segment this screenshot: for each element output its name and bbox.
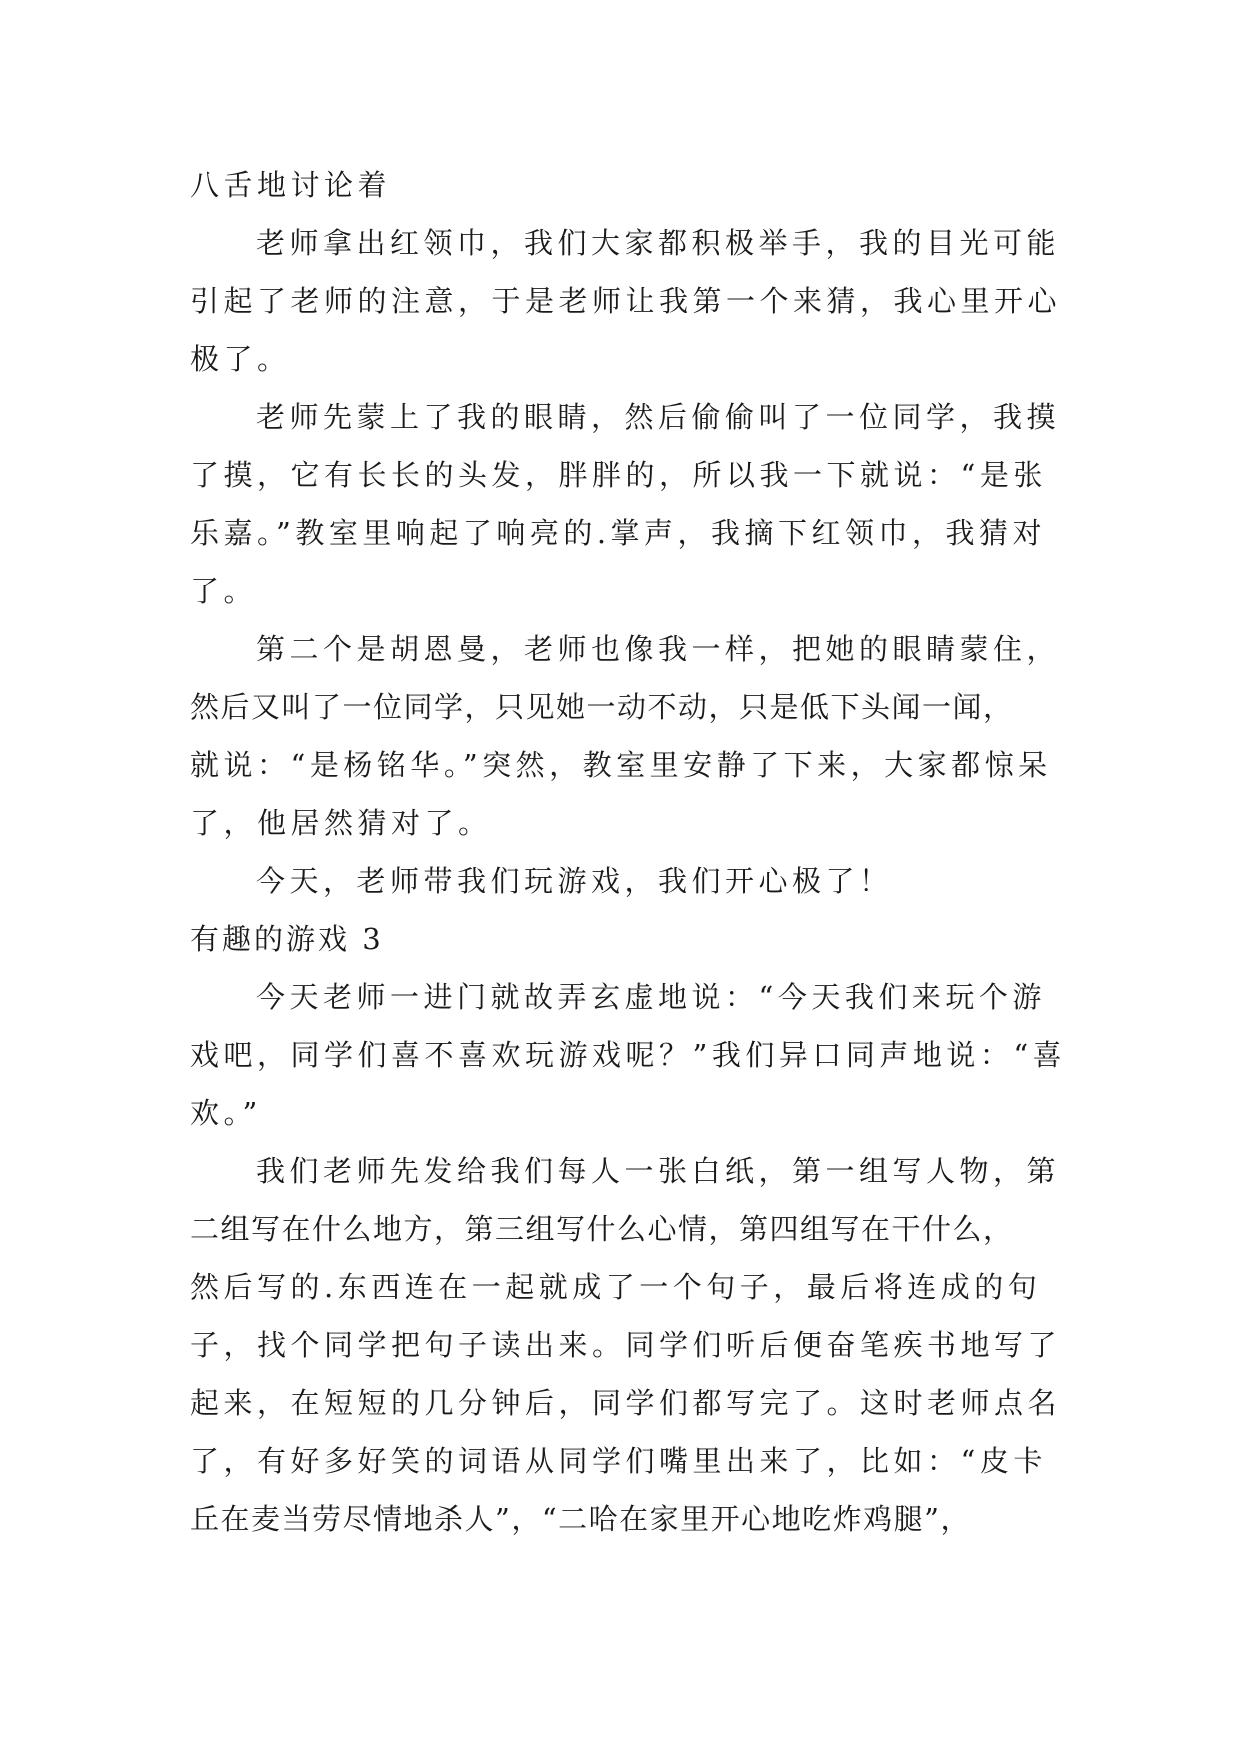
text-line: 了，他居然猜对了。 — [190, 806, 492, 840]
text-line: 欢。” — [190, 1096, 262, 1130]
text-line: 引起了老师的注意，于是老师让我第一个来猜，我心里开心 — [190, 284, 1062, 318]
text-line: 丘在麦当劳尽情地杀人”，“二哈在家里开心地吃炸鸡腿”， — [190, 1502, 971, 1536]
text-line: 今天老师一进门就故弄玄虚地说：“今天我们来玩个游 — [256, 980, 1046, 1014]
text-line: 然后又叫了一位同学，只见她一动不动，只是低下头闻一闻， — [190, 690, 1014, 724]
text-line: 乐嘉。”教室里响起了响亮的.掌声，我摘下红领巾，我猜对 — [190, 516, 1047, 550]
text-line: 然后写的.东西连在一起就成了一个句子，最后将连成的句 — [190, 1270, 1042, 1304]
text-line: 今天，老师带我们玩游戏，我们开心极了！ — [256, 864, 893, 898]
text-line: 了摸，它有长长的头发，胖胖的，所以我一下就说：“是张 — [190, 458, 1047, 492]
text-line: 极了。 — [190, 342, 291, 376]
text-line: 老师先蒙上了我的眼睛，然后偷偷叫了一位同学，我摸 — [256, 400, 1061, 434]
text-line: 我们老师先发给我们每人一张白纸，第一组写人物，第 — [256, 1154, 1061, 1188]
document-body — [190, 156, 1067, 1548]
text-line: 子，找个同学把句子读出来。同学们听后便奋笔疾书地写了 — [190, 1328, 1062, 1362]
text-line: 二组写在什么地方，第三组写什么心情，第四组写在干什么， — [190, 1212, 1014, 1246]
text-line: 老师拿出红领巾，我们大家都积极举手，我的目光可能 — [256, 226, 1061, 260]
section-heading: 有趣的游戏 3 — [190, 922, 384, 956]
text-line: 了。 — [190, 574, 258, 608]
text-line: 了，有好多好笑的词语从同学们嘴里出来了，比如：“皮卡 — [190, 1444, 1047, 1478]
text-line: 第二个是胡恩曼，老师也像我一样，把她的眼睛蒙住， — [256, 632, 1061, 666]
text-line: 起来，在短短的几分钟后，同学们都写完了。这时老师点名 — [190, 1386, 1062, 1420]
text-line: 就说：“是杨铭华。”突然，教室里安静了下来，大家都惊呆 — [190, 748, 1052, 782]
text-line: 八舌地讨论着 — [190, 168, 392, 202]
text-line: 戏吧，同学们喜不喜欢玩游戏呢？”我们异口同声地说：“喜 — [190, 1038, 1067, 1072]
